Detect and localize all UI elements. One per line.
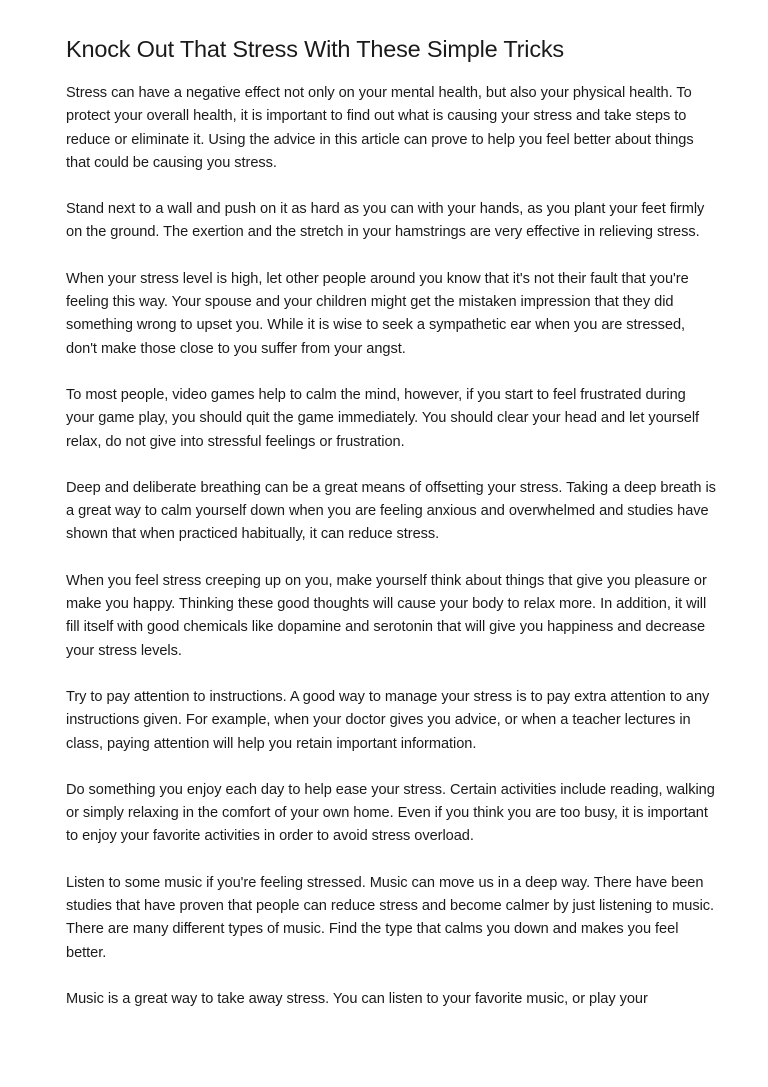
document-title: Knock Out That Stress With These Simple Tricks: [66, 36, 564, 62]
paragraph-9: Listen to some music if you're feeling stressed. Music can move us in a deep way. There have been studies that have proven that people can reduce stress and become calmer by just listening to music. There are many different types of music. Find the type that calms you down and makes you feel better.: [66, 874, 715, 961]
paragraph-5: Deep and deliberate breathing can be a great means of offsetting your stress. Taking a deep breath is a great way to calm yourself down when you are feeling anxious and overwhelmed and studies have shown that when practiced habitually, it can reduce stress.: [66, 479, 716, 543]
paragraph-7: Try to pay attention to instructions. A good way to manage your stress is to pay extra attention to any instructions given. For example, when your doctor gives you advice, or when a teacher lectures in class, paying attention will help you retain important information.: [66, 688, 710, 752]
paragraph-6: When you feel stress creeping up on you, make yourself think about things that give you pleasure or make you happy. Thinking these good thoughts will cause your body to relax more. In addition, it will fill itself with good chemicals like dopamine and serotonin that will give you happiness and decrease your stress levels.: [66, 572, 707, 659]
paragraph-1: Stress can have a negative effect not only on your mental health, but also your physical health. To protect your overall health, it is important to find out what is causing your stress and take steps to reduce or eliminate it. Using the advice in this article can prove to help you feel better about things that could be causing you stress.: [66, 85, 694, 171]
paragraph-8: Do something you enjoy each day to help ease your stress. Certain activities include reading, walking or simply relaxing in the comfort of your own home. Even if you think you are too busy, it is important to enjoy your favorite activities in order to avoid stress overload.: [66, 781, 715, 845]
paragraph-3: When your stress level is high, let other people around you know that it's not their fault that you're feeling this way. Your spouse and your children might get the mistaken impression that they did something wrong to upset you. While it is wise to seek a sympathetic ear when you are stressed, don't make those close to you suffer from your angst.: [66, 270, 689, 357]
document-body: [66, 82, 716, 1011]
document-content: [66, 32, 716, 1034]
paragraph-2: Stand next to a wall and push on it as hard as you can with your hands, as you plant your feet firmly on the ground. The exertion and the stretch in your hamstrings are very effective in relieving stress.: [66, 201, 705, 241]
paragraph-4: To most people, video games help to calm the mind, however, if you start to feel frustrated during your game play, you should quit the game immediately. You should clear your head and let yourself relax, do not give into stressful feelings or frustration.: [66, 386, 700, 450]
paragraph-10: Music is a great way to take away stress. You can listen to your favorite music, or play your: [66, 990, 648, 1007]
